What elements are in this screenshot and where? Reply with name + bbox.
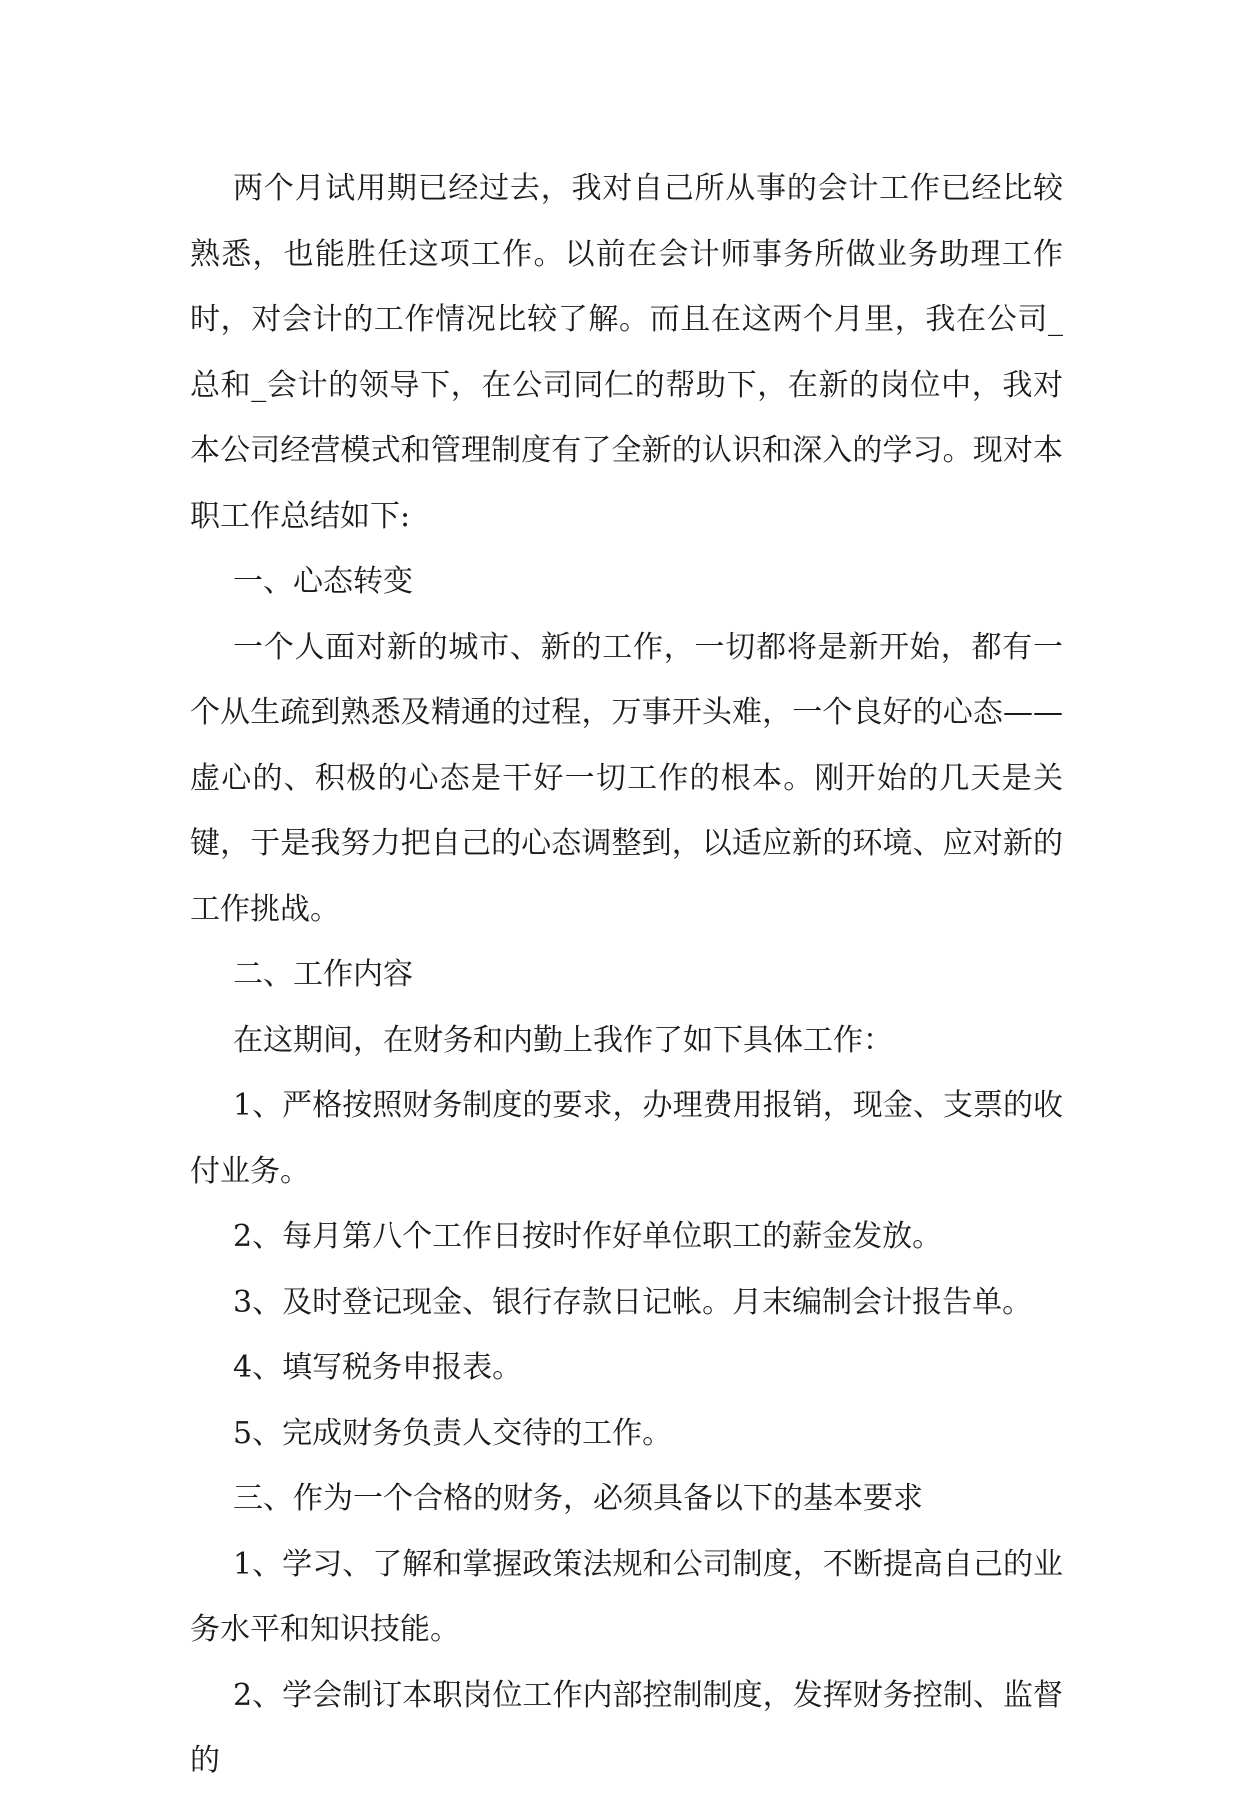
- paragraph-mindset: 一个人面对新的城市、新的工作，一切都将是新开始，都有一个从生疏到熟悉及精通的过程，万事开头难，一个良好的心态——虚心的、积极的心态是干好一切工作的根本。刚开始的几天是关键，于是我努力把自己的心态调整到，以适应新的环境、应对新的工作挑战。: [190, 629, 1063, 927]
- list-item-2: 2、每月第八个工作日按时作好单位职工的薪金发放。: [233, 1219, 943, 1254]
- heading-mindset-change: 一、心态转变: [233, 564, 413, 599]
- heading-requirements: 三、作为一个合格的财务，必须具备以下的基本要求: [233, 1481, 923, 1516]
- paragraph-intro: 两个月试用期已经过去，我对自己所从事的会计工作已经比较熟悉，也能胜任这项工作。以前在会计师事务所做业务助理工作时，对会计的工作情况比较了解。而且在这两个月里，我在公司_总和_会计的领导下，在公司同仁的帮助下，在新的岗位中，我对本公司经营模式和管理制度有了全新的认识和深入的学习。现对本职工作总结如下:: [190, 171, 1063, 534]
- paragraph-work-intro: 在这期间，在财务和内勤上我作了如下具体工作：: [233, 1022, 893, 1058]
- requirement-item-2: 2、学会制订本职岗位工作内部控制制度，发挥财务控制、监督的: [190, 1677, 1063, 1778]
- list-item-3: 3、及时登记现金、银行存款日记帐。月末编制会计报告单。: [233, 1284, 1033, 1320]
- document-body: [190, 156, 1063, 1794]
- list-item-5: 5、完成财务负责人交待的工作。: [233, 1415, 673, 1451]
- list-item-4: 4、填写税务申报表。: [233, 1350, 523, 1385]
- heading-work-content: 二、工作内容: [233, 957, 413, 992]
- list-item-1: 1、严格按照财务制度的要求，办理费用报销，现金、支票的收付业务。: [190, 1088, 1063, 1189]
- requirement-item-1: 1、学习、了解和掌握政策法规和公司制度，不断提高自己的业务水平和知识技能。: [190, 1546, 1063, 1647]
